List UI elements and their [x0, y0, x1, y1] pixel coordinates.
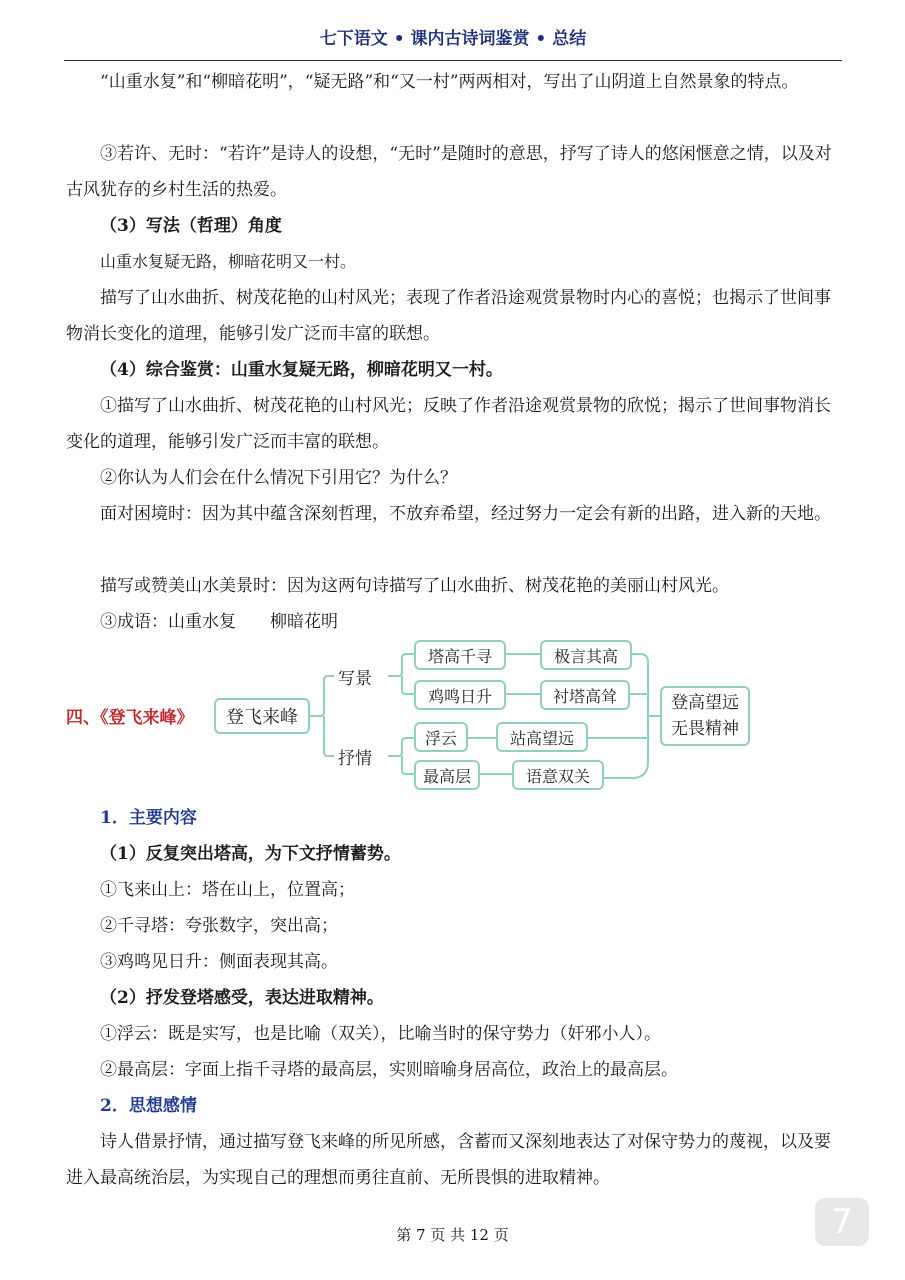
mindmap-node: 站高望远 [496, 722, 588, 752]
list-item: ②千寻塔：夸张数字，突出高； [100, 916, 338, 936]
mindmap-result-line: 无畏精神 [671, 719, 739, 739]
section-title: 四、《登飞来峰》 [66, 708, 194, 728]
page-header: 七下语文 • 课内古诗词鉴赏 • 总结 [319, 29, 587, 49]
mindmap-result [660, 686, 750, 746]
mindmap-node: 最高层 [414, 760, 480, 790]
subheading: （4）综合鉴赏：山重水复疑无路，柳暗花明又一村。 [100, 360, 503, 380]
paragraph: 描写或赞美山水美景时：因为这两句诗描写了山水曲折、树茂花艳的美丽山村风光。 [100, 576, 729, 596]
paragraph: ①描写了山水曲折、树茂花艳的山村风光；反映了作者沿途观赏景物的欣悦；揭示了世间事物消长变化的道理，能够引发广泛而丰富的联想。 [66, 396, 831, 452]
mindmap-root: 登飞来峰 [214, 698, 310, 734]
paragraph: 面对困境时：因为其中蕴含深刻哲理，不放弃希望，经过努力一定会有新的出路，进入新的天地。 [100, 504, 831, 524]
mindmap-result-line: 登高望远 [671, 693, 739, 713]
paragraph: “山重水复”和“柳暗花明”，“疑无路”和“又一村”两两相对，写出了山阴道上自然景象的特点。 [100, 72, 799, 92]
mindmap-node: 塔高千寻 [414, 640, 506, 670]
mindmap-node: 语意双关 [512, 760, 604, 790]
list-item: ①浮云：既是实写，也是比喻（双关），比喻当时的保守势力（奸邪小人）。 [100, 1024, 661, 1044]
mindmap-node: 极言其高 [540, 640, 632, 670]
mindmap-branch-label: 写景 [338, 669, 372, 689]
quote-line: 山重水复疑无路，柳暗花明又一村。 [100, 252, 357, 271]
subheading: （3）写法（哲理）角度 [100, 216, 282, 236]
list-item: ③鸡鸣见日升：侧面表现其高。 [100, 952, 338, 972]
paragraph: 诗人借景抒情，通过描写登飞来峰的所见所感，含蓄而又深刻地表达了对保守势力的蔑视，以及要进入最高统治层，为实现自己的理想而勇往直前、无所畏惧的进取精神。 [66, 1132, 831, 1188]
mindmap-node: 衬塔高耸 [540, 680, 630, 710]
page-number-badge: 7 [815, 1198, 869, 1246]
paragraph: ③若许、无时：“若许”是诗人的设想，“无时”是随时的意思，抒写了诗人的悠闲惬意之情，以及对古风犹存的乡村生活的热爱。 [66, 144, 832, 200]
list-item: ②最高层：字面上指千寻塔的最高层，实则暗喻身居高位，政治上的最高层。 [100, 1060, 678, 1080]
page-footer: 第 7 页 共 12 页 [396, 1226, 509, 1244]
subheading: （1）反复突出塔高，为下文抒情蓄势。 [100, 844, 401, 864]
mindmap-node: 浮云 [414, 722, 468, 752]
subheading: （2）抒发登塔感受，表达进取精神。 [100, 988, 384, 1008]
list-item: ①飞来山上：塔在山上，位置高； [100, 880, 355, 900]
paragraph: ②你认为人们会在什么情况下引用它？为什么？ [100, 468, 457, 488]
heading: 2．思想感情 [100, 1096, 197, 1116]
mindmap-branch-label: 抒情 [338, 749, 372, 769]
heading: 1．主要内容 [100, 808, 197, 828]
paragraph: 描写了山水曲折、树茂花艳的山村风光；表现了作者沿途观赏景物时内心的喜悦；也揭示了世间事物消长变化的道理，能够引发广泛而丰富的联想。 [66, 288, 831, 344]
mindmap-node: 鸡鸣日升 [414, 680, 506, 710]
paragraph: ③成语：山重水复 柳暗花明 [100, 612, 338, 632]
